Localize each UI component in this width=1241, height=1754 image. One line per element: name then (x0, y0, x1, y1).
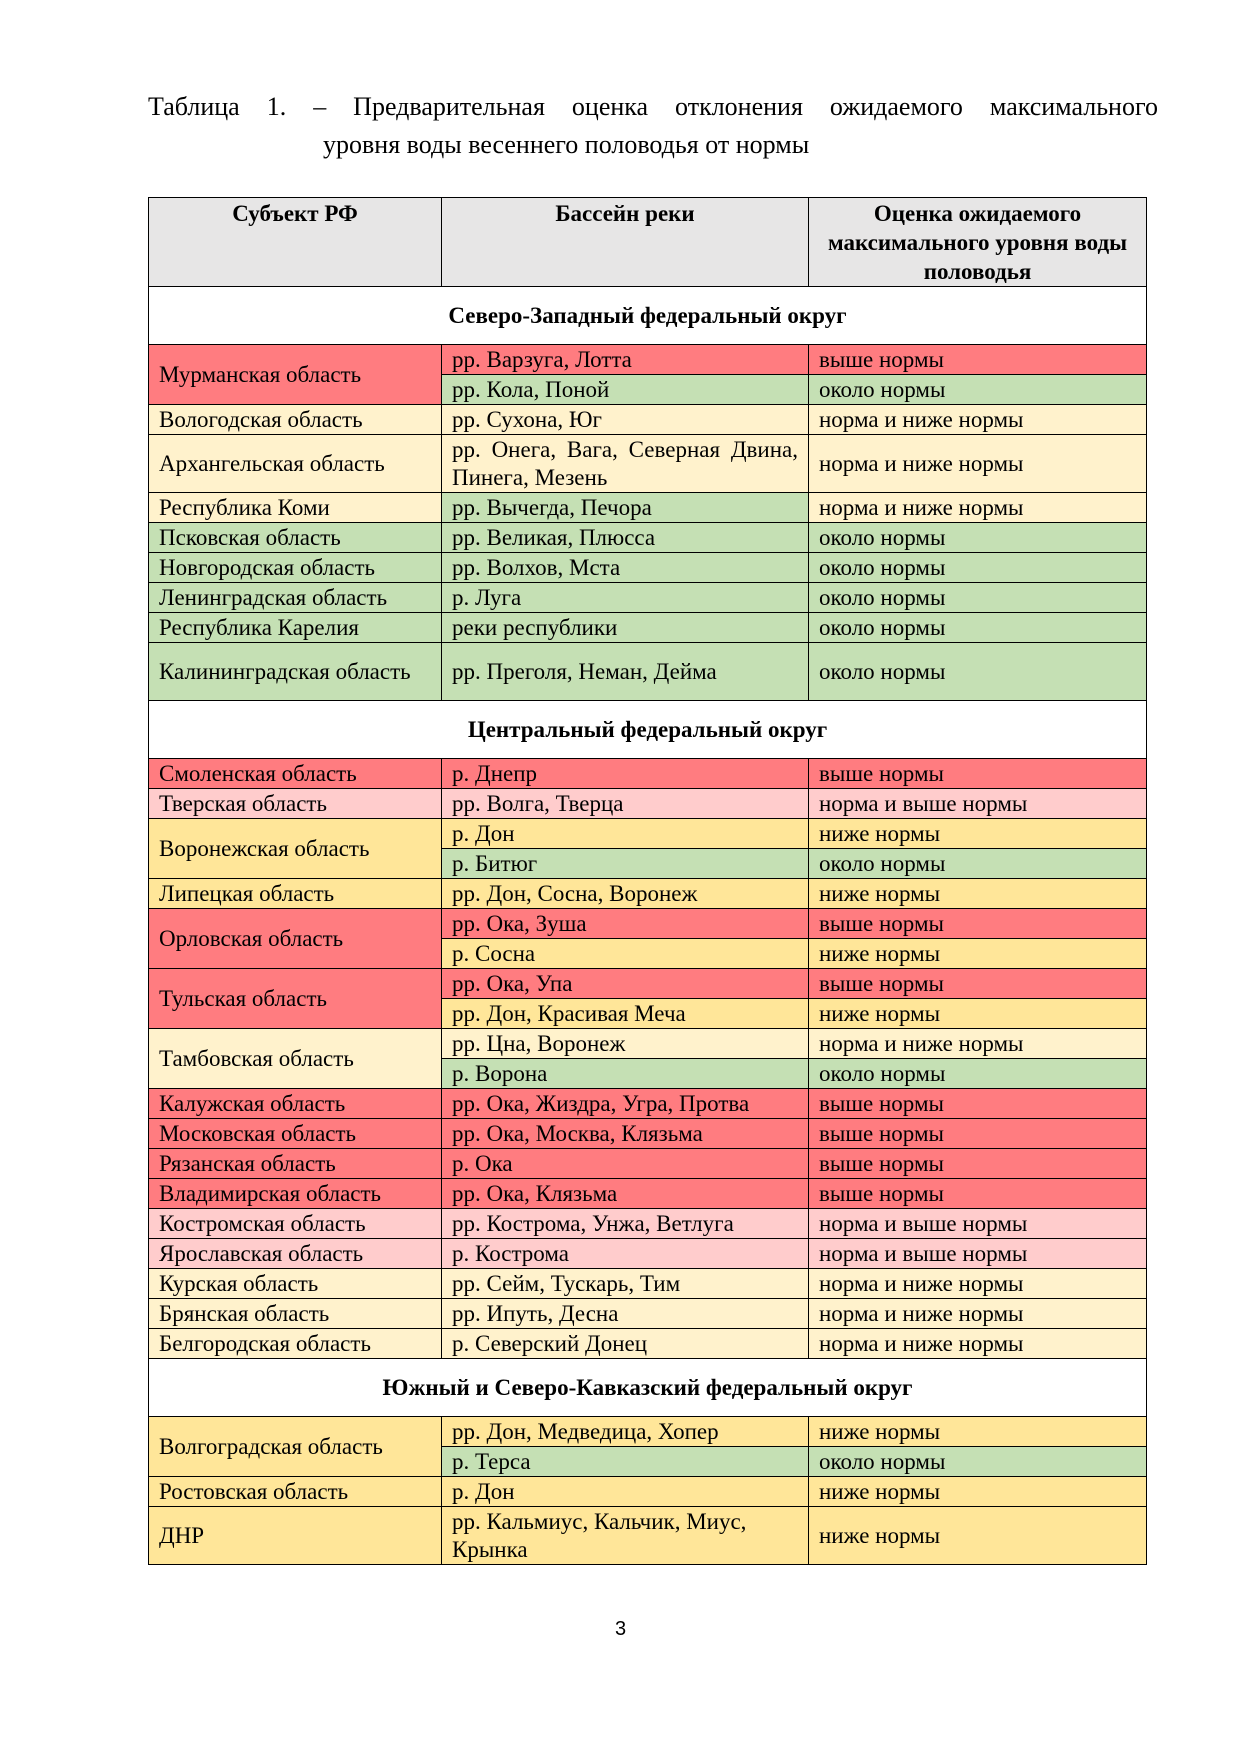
basin-cell: р. Терса (442, 1447, 809, 1477)
basin-cell: р. Ока (442, 1149, 809, 1179)
basin-cell: рр. Дон, Медведица, Хопер (442, 1417, 809, 1447)
basin-cell: р. Луга (442, 583, 809, 613)
region-name: Псковская область (149, 523, 442, 553)
table-row (149, 553, 1147, 583)
estimate-cell: ниже нормы (809, 819, 1147, 849)
table-row (149, 909, 1147, 939)
region-name: Тамбовская область (149, 1029, 442, 1089)
table-row (149, 1329, 1147, 1359)
region-name: Ярославская область (149, 1239, 442, 1269)
region-name: Ростовская область (149, 1477, 442, 1507)
basin-cell: рр. Кола, Поной (442, 375, 809, 405)
estimate-cell: ниже нормы (809, 1477, 1147, 1507)
estimate-cell: ниже нормы (809, 879, 1147, 909)
estimate-cell: около нормы (809, 1059, 1147, 1089)
estimate-cell: ниже нормы (809, 999, 1147, 1029)
header-estimate: Оценка ожидаемого максимального уровня воды половодья (809, 198, 1147, 287)
region-name: Московская область (149, 1119, 442, 1149)
basin-cell: рр. Ипуть, Десна (442, 1299, 809, 1329)
table-row (149, 1209, 1147, 1239)
basin-cell: рр. Ока, Зуша (442, 909, 809, 939)
section-title: Центральный федеральный округ (149, 701, 1147, 759)
region-name: Воронежская область (149, 819, 442, 879)
basin-cell: р. Дон (442, 819, 809, 849)
estimate-cell: норма и ниже нормы (809, 435, 1147, 493)
table-row (149, 613, 1147, 643)
basin-cell: рр. Онега, Вага, Северная Двина, Пинега, Мезень (442, 435, 809, 493)
region-name: Калининградская область (149, 643, 442, 701)
basin-cell: рр. Ока, Клязьма (442, 1179, 809, 1209)
estimate-cell: норма и выше нормы (809, 1239, 1147, 1269)
table-row (149, 879, 1147, 909)
basin-cell: рр. Ока, Жиздра, Угра, Протва (442, 1089, 809, 1119)
estimate-cell: норма и ниже нормы (809, 1329, 1147, 1359)
basin-cell: р. Северский Донец (442, 1329, 809, 1359)
region-name: Смоленская область (149, 759, 442, 789)
basin-cell: рр. Вычегда, Печора (442, 493, 809, 523)
estimate-cell: норма и выше нормы (809, 1209, 1147, 1239)
section-row (149, 701, 1147, 759)
estimate-cell: норма и ниже нормы (809, 1299, 1147, 1329)
table-row (149, 819, 1147, 849)
estimate-cell: ниже нормы (809, 1417, 1147, 1447)
estimate-cell: около нормы (809, 849, 1147, 879)
table-row (149, 435, 1147, 493)
estimate-cell: выше нормы (809, 1119, 1147, 1149)
table-row (149, 493, 1147, 523)
estimate-cell: выше нормы (809, 345, 1147, 375)
basin-cell: рр. Варзуга, Лотта (442, 345, 809, 375)
table-row (149, 1179, 1147, 1209)
region-name: Липецкая область (149, 879, 442, 909)
basin-cell: рр. Кострома, Унжа, Ветлуга (442, 1209, 809, 1239)
estimate-cell: норма и выше нормы (809, 789, 1147, 819)
basin-cell: рр. Дон, Красивая Меча (442, 999, 809, 1029)
estimate-cell: около нормы (809, 523, 1147, 553)
table-row (149, 1477, 1147, 1507)
table-row (149, 643, 1147, 701)
caption-line-1: Таблица 1. – Предварительная оценка отклонения ожидаемого максимального (148, 92, 1158, 121)
estimate-cell: ниже нормы (809, 1507, 1147, 1565)
region-name: Тверская область (149, 789, 442, 819)
table-row (149, 405, 1147, 435)
estimate-cell: около нормы (809, 375, 1147, 405)
estimate-cell: около нормы (809, 583, 1147, 613)
region-name: Республика Карелия (149, 613, 442, 643)
table-row (149, 789, 1147, 819)
region-name: Мурманская область (149, 345, 442, 405)
table-row (149, 1149, 1147, 1179)
region-name: Республика Коми (149, 493, 442, 523)
table-caption (148, 88, 1158, 164)
region-name: Рязанская область (149, 1149, 442, 1179)
estimate-cell: около нормы (809, 613, 1147, 643)
estimate-cell: около нормы (809, 643, 1147, 701)
basin-cell: р. Сосна (442, 939, 809, 969)
table-row (149, 523, 1147, 553)
basin-cell: рр. Волга, Тверца (442, 789, 809, 819)
estimate-cell: норма и ниже нормы (809, 493, 1147, 523)
table-row (149, 759, 1147, 789)
basin-cell: р. Дон (442, 1477, 809, 1507)
estimate-cell: выше нормы (809, 1089, 1147, 1119)
basin-cell: р. Кострома (442, 1239, 809, 1269)
estimate-cell: выше нормы (809, 969, 1147, 999)
section-row (149, 287, 1147, 345)
estimate-cell: ниже нормы (809, 939, 1147, 969)
table-row (149, 1507, 1147, 1565)
estimate-cell: выше нормы (809, 1179, 1147, 1209)
section-title: Южный и Северо-Кавказский федеральный округ (149, 1359, 1147, 1417)
region-name: Калужская область (149, 1089, 442, 1119)
table-row (149, 345, 1147, 375)
section-row (149, 1359, 1147, 1417)
caption-line-2: уровня воды весеннего половодья от нормы (323, 130, 810, 159)
estimate-cell: норма и ниже нормы (809, 1029, 1147, 1059)
estimate-cell: около нормы (809, 553, 1147, 583)
basin-cell: рр. Кальмиус, Кальчик, Миус, Крынка (442, 1507, 809, 1565)
table-row (149, 1269, 1147, 1299)
header-subject: Субъект РФ (149, 198, 442, 287)
table-row (149, 1119, 1147, 1149)
region-name: Вологодская область (149, 405, 442, 435)
table-row (149, 583, 1147, 613)
estimate-cell: выше нормы (809, 759, 1147, 789)
estimate-cell: норма и ниже нормы (809, 405, 1147, 435)
region-name: Брянская область (149, 1299, 442, 1329)
region-name: Архангельская область (149, 435, 442, 493)
region-name: Курская область (149, 1269, 442, 1299)
header-basin: Бассейн реки (442, 198, 809, 287)
region-name: Белгородская область (149, 1329, 442, 1359)
region-name: Орловская область (149, 909, 442, 969)
estimate-cell: выше нормы (809, 1149, 1147, 1179)
estimate-cell: выше нормы (809, 909, 1147, 939)
table-row (149, 969, 1147, 999)
flood-estimate-table (148, 197, 1147, 1565)
table-row (149, 1089, 1147, 1119)
basin-cell: рр. Сейм, Тускарь, Тим (442, 1269, 809, 1299)
basin-cell: р. Днепр (442, 759, 809, 789)
table-header-row (149, 198, 1147, 287)
region-name: Волгоградская область (149, 1417, 442, 1477)
basin-cell: рр. Волхов, Мста (442, 553, 809, 583)
table-row (149, 1239, 1147, 1269)
basin-cell: рр. Цна, Воронеж (442, 1029, 809, 1059)
region-name: ДНР (149, 1507, 442, 1565)
basin-cell: р. Ворона (442, 1059, 809, 1089)
basin-cell: рр. Преголя, Неман, Дейма (442, 643, 809, 701)
basin-cell: р. Битюг (442, 849, 809, 879)
section-title: Северо-Западный федеральный округ (149, 287, 1147, 345)
region-name: Костромская область (149, 1209, 442, 1239)
table-row (149, 1417, 1147, 1447)
region-name: Ленинградская область (149, 583, 442, 613)
estimate-cell: норма и ниже нормы (809, 1269, 1147, 1299)
basin-cell: рр. Ока, Упа (442, 969, 809, 999)
basin-cell: рр. Ока, Москва, Клязьма (442, 1119, 809, 1149)
region-name: Новгородская область (149, 553, 442, 583)
basin-cell: реки республики (442, 613, 809, 643)
basin-cell: рр. Великая, Плюсса (442, 523, 809, 553)
region-name: Тульская область (149, 969, 442, 1029)
table-row (149, 1029, 1147, 1059)
basin-cell: рр. Дон, Сосна, Воронеж (442, 879, 809, 909)
table-row (149, 1299, 1147, 1329)
basin-cell: рр. Сухона, Юг (442, 405, 809, 435)
page-number: 3 (614, 1618, 627, 1640)
estimate-cell: около нормы (809, 1447, 1147, 1477)
region-name: Владимирская область (149, 1179, 442, 1209)
